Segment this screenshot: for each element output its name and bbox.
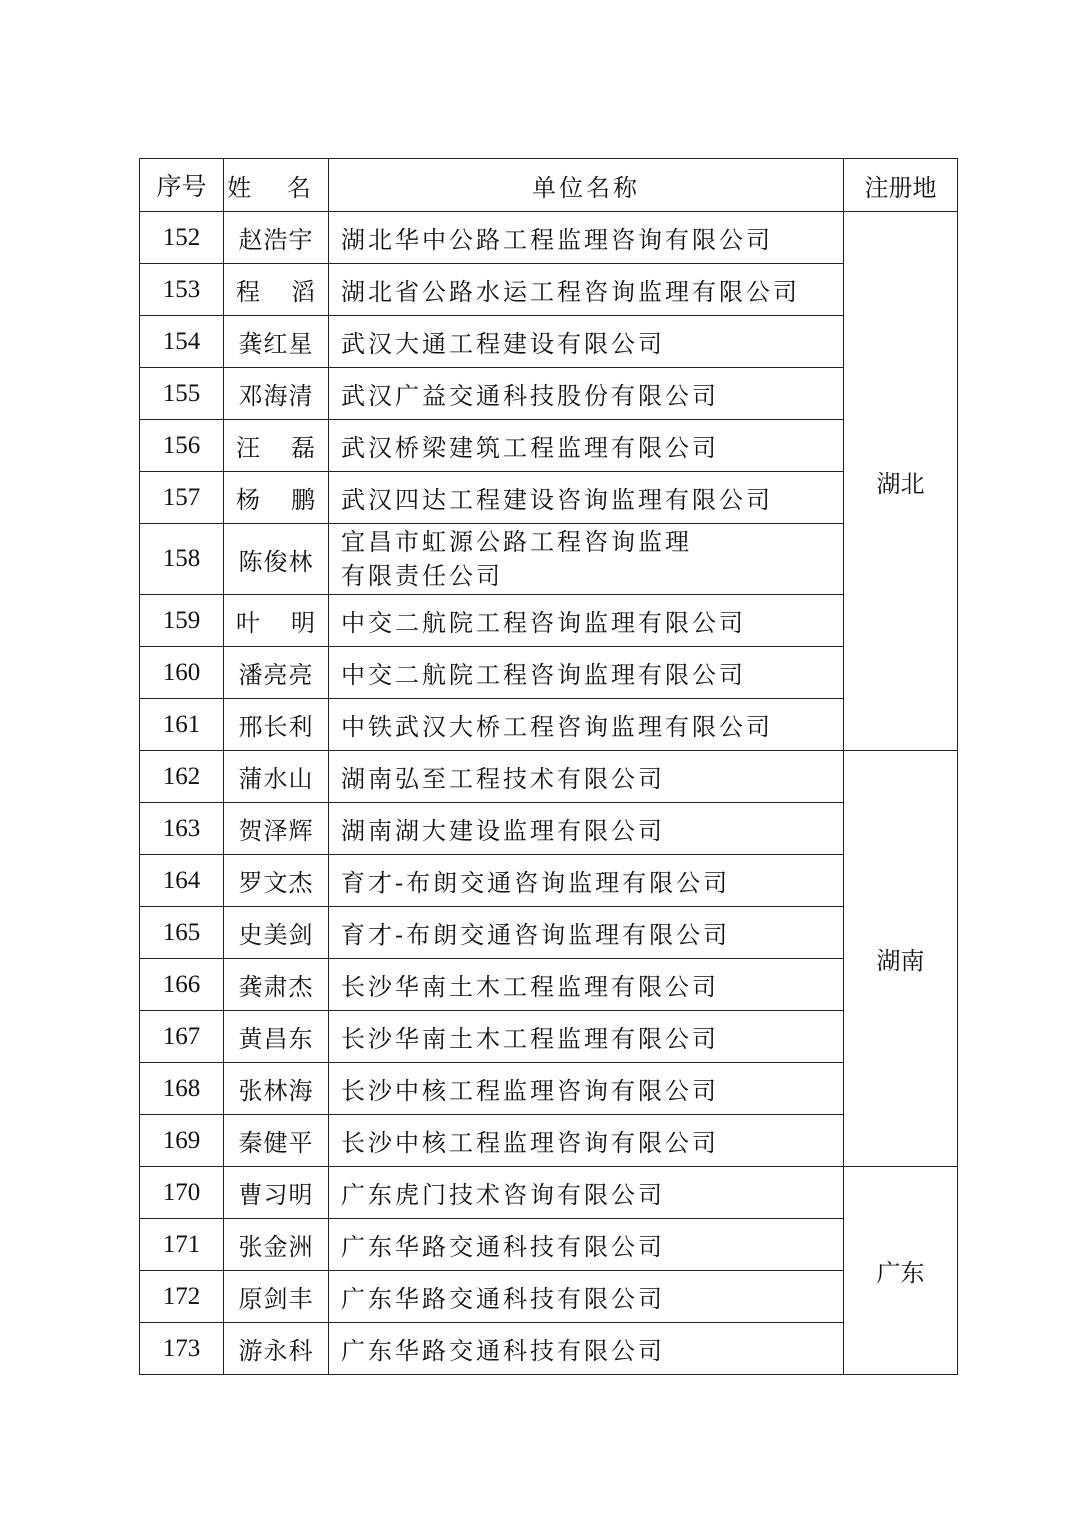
table-row (140, 368, 958, 420)
row-name: 龚红星 (224, 316, 329, 368)
row-org: 武汉四达工程建设咨询监理有限公司 (329, 472, 844, 524)
row-no: 168 (140, 1063, 224, 1115)
row-no: 155 (140, 368, 224, 420)
table-row (140, 420, 958, 472)
row-name: 原剑丰 (224, 1271, 329, 1323)
row-org: 湖南湖大建设监理有限公司 (329, 803, 844, 855)
table-row (140, 1167, 958, 1219)
row-no: 164 (140, 855, 224, 907)
row-name: 杨 鹏 (224, 472, 329, 524)
row-no: 163 (140, 803, 224, 855)
table-row (140, 959, 958, 1011)
table-row (140, 316, 958, 368)
header-region: 注册地 (844, 159, 958, 212)
row-name: 曹习明 (224, 1167, 329, 1219)
row-no: 173 (140, 1323, 224, 1375)
row-no: 160 (140, 647, 224, 699)
row-no: 159 (140, 595, 224, 647)
table-row (140, 1063, 958, 1115)
row-org: 广东华路交通科技有限公司 (329, 1219, 844, 1271)
table-row (140, 264, 958, 316)
table-row (140, 472, 958, 524)
table-row (140, 699, 958, 751)
row-org: 湖北华中公路工程监理咨询有限公司 (329, 212, 844, 264)
region-hubei: 湖北 (844, 212, 958, 751)
row-org: 武汉广益交通科技股份有限公司 (329, 368, 844, 420)
row-name: 陈俊林 (224, 524, 329, 595)
row-org: 长沙中核工程监理咨询有限公司 (329, 1063, 844, 1115)
row-no: 154 (140, 316, 224, 368)
table-row (140, 1323, 958, 1375)
table-row (140, 647, 958, 699)
row-org: 育才-布朗交通咨询监理有限公司 (329, 907, 844, 959)
header-name: 姓 名 (224, 159, 329, 212)
row-org (329, 524, 844, 595)
row-name: 邢长利 (224, 699, 329, 751)
row-name: 程 滔 (224, 264, 329, 316)
header-no: 序号 (140, 159, 224, 212)
row-no: 162 (140, 751, 224, 803)
table-row (140, 1219, 958, 1271)
row-name: 赵浩宇 (224, 212, 329, 264)
row-org: 武汉大通工程建设有限公司 (329, 316, 844, 368)
row-no: 161 (140, 699, 224, 751)
row-no: 170 (140, 1167, 224, 1219)
row-org: 武汉桥梁建筑工程监理有限公司 (329, 420, 844, 472)
row-no: 165 (140, 907, 224, 959)
header-row (140, 159, 958, 212)
row-name: 游永科 (224, 1323, 329, 1375)
row-org: 长沙华南土木工程监理有限公司 (329, 959, 844, 1011)
row-name: 蒲水山 (224, 751, 329, 803)
table-row (140, 1115, 958, 1167)
region-hunan: 湖南 (844, 751, 958, 1167)
row-no: 157 (140, 472, 224, 524)
row-name: 潘亮亮 (224, 647, 329, 699)
row-name: 汪 磊 (224, 420, 329, 472)
row-name: 贺泽辉 (224, 803, 329, 855)
row-org: 湖南弘至工程技术有限公司 (329, 751, 844, 803)
row-name: 龚肃杰 (224, 959, 329, 1011)
table-row (140, 907, 958, 959)
roster-table (139, 158, 958, 1375)
row-org: 长沙华南土木工程监理有限公司 (329, 1011, 844, 1063)
row-name: 邓海清 (224, 368, 329, 420)
row-no: 153 (140, 264, 224, 316)
row-no: 166 (140, 959, 224, 1011)
table-row (140, 595, 958, 647)
row-name: 张林海 (224, 1063, 329, 1115)
row-name: 罗文杰 (224, 855, 329, 907)
table-row (140, 803, 958, 855)
row-no: 171 (140, 1219, 224, 1271)
row-org: 广东华路交通科技有限公司 (329, 1323, 844, 1375)
header-org: 单位名称 (329, 159, 844, 212)
row-org: 长沙中核工程监理咨询有限公司 (329, 1115, 844, 1167)
row-name: 秦健平 (224, 1115, 329, 1167)
table-row (140, 1011, 958, 1063)
row-org: 中交二航院工程咨询监理有限公司 (329, 647, 844, 699)
row-name: 张金洲 (224, 1219, 329, 1271)
table-row (140, 212, 958, 264)
row-org: 湖北省公路水运工程咨询监理有限公司 (329, 264, 844, 316)
row-org: 广东虎门技术咨询有限公司 (329, 1167, 844, 1219)
row-org-line1: 宜昌市虹源公路工程咨询监理 (341, 528, 692, 556)
table-row (140, 751, 958, 803)
row-no: 156 (140, 420, 224, 472)
row-name: 黄昌东 (224, 1011, 329, 1063)
table-row (140, 855, 958, 907)
row-no: 167 (140, 1011, 224, 1063)
row-no: 152 (140, 212, 224, 264)
row-org: 中铁武汉大桥工程咨询监理有限公司 (329, 699, 844, 751)
table-row (140, 524, 958, 595)
row-name: 叶 明 (224, 595, 329, 647)
row-org-line2: 有限责任公司 (341, 562, 503, 590)
row-no: 172 (140, 1271, 224, 1323)
table-row (140, 1271, 958, 1323)
row-org: 广东华路交通科技有限公司 (329, 1271, 844, 1323)
row-no: 169 (140, 1115, 224, 1167)
region-guangdong: 广东 (844, 1167, 958, 1375)
row-name: 史美剑 (224, 907, 329, 959)
row-no: 158 (140, 524, 224, 595)
row-org: 育才-布朗交通咨询监理有限公司 (329, 855, 844, 907)
row-org: 中交二航院工程咨询监理有限公司 (329, 595, 844, 647)
